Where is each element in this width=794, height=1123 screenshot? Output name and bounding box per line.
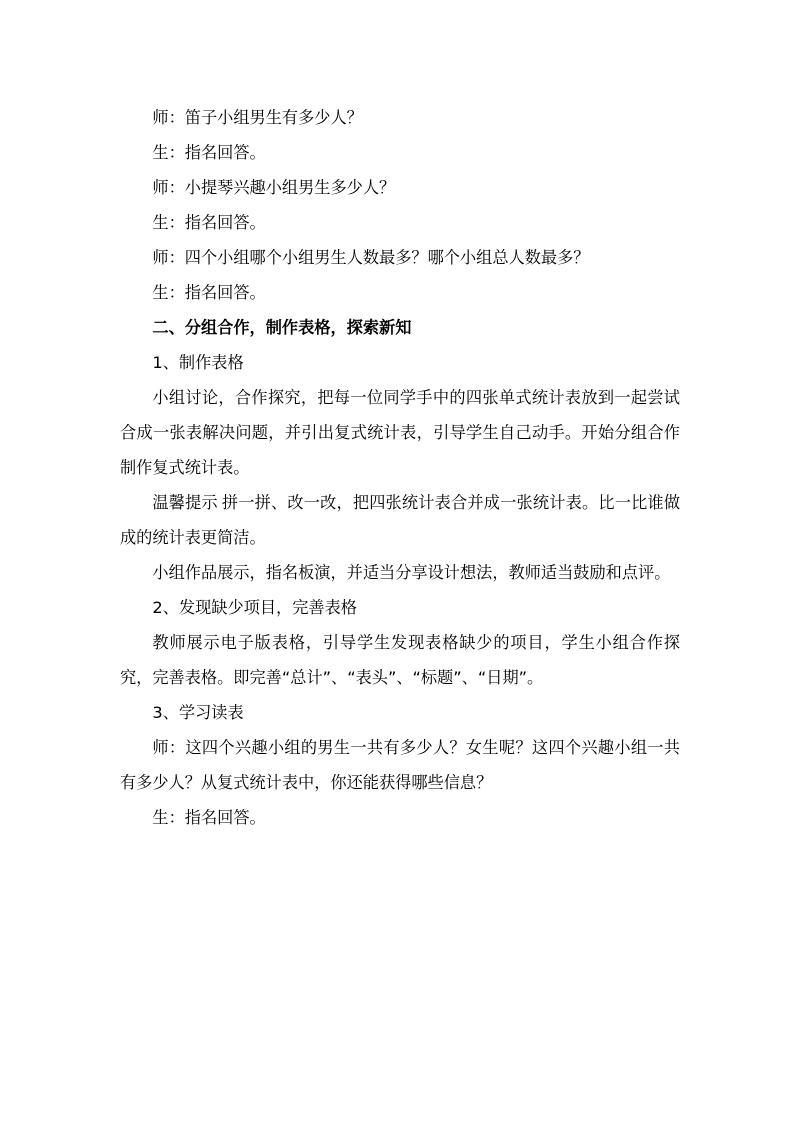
hint-label: 温馨提示 xyxy=(152,493,218,512)
document-body xyxy=(120,100,680,835)
paragraph-group-discussion: 小组讨论，合作探究，把每一位同学手中的四张单式统计表放到一起尝试合成一张表解决问题，并引出复式统计表，引导学生自己动手。开始分组合作制作复式统计表。 xyxy=(120,388,680,477)
hint-text: 拼一拼、改一改，把四张统计表合并成一张统计表。比一比谁做成的统计表更简洁。 xyxy=(120,493,681,547)
dialogue-line-teacher-1: 师：笛子小组男生有多少人？ xyxy=(152,108,363,127)
subsection-heading-1: 1、制作表格 xyxy=(152,353,244,372)
dialogue-line-student-1: 生：指名回答。 xyxy=(152,143,266,162)
dialogue-line-teacher-3: 师：四个小组哪个小组男生人数最多？哪个小组总人数最多？ xyxy=(152,248,590,267)
paragraph-work-display: 小组作品展示，指名板演，并适当分享设计想法，教师适当鼓励和点评。 xyxy=(152,563,671,582)
dialogue-line-student-final: 生：指名回答。 xyxy=(152,808,266,827)
paragraph-hint xyxy=(120,485,680,555)
dialogue-line-teacher-2: 师：小提琴兴趣小组男生多少人？ xyxy=(152,178,396,197)
dialogue-line-student-2: 生：指名回答。 xyxy=(152,213,266,232)
paragraph-read-table: 师：这四个兴趣小组的男生一共有多少人？女生呢？这四个兴趣小组一共有多少人？从复式统计表中，你还能获得哪些信息？ xyxy=(120,738,680,792)
subsection-heading-3: 3、学习读表 xyxy=(152,703,244,722)
dialogue-line-student-3: 生：指名回答。 xyxy=(152,283,266,302)
subsection-heading-2: 2、发现缺少项目，完善表格 xyxy=(152,598,357,617)
section-heading-2: 二、分组合作，制作表格，探索新知 xyxy=(152,318,412,337)
paragraph-complete-table: 教师展示电子版表格，引导学生发现表格缺少的项目，学生小组合作探究，完善表格。即完善“总计”、“表头”、“标题”、“日期”。 xyxy=(120,633,680,687)
